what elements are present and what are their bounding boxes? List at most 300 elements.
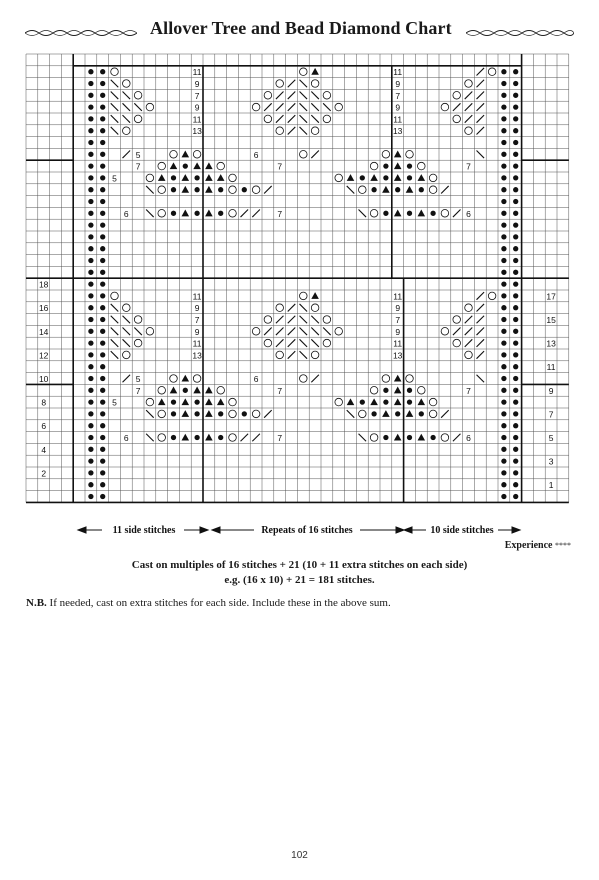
filled-dot-purl-icon <box>513 305 518 310</box>
left-slant-decrease-icon <box>359 434 367 442</box>
filled-dot-purl-icon <box>100 447 105 452</box>
right-slant-decrease-icon <box>241 434 249 442</box>
filled-dot-purl-icon <box>513 128 518 133</box>
filled-triangle-icon <box>311 292 319 299</box>
right-slant-decrease-icon <box>123 375 131 383</box>
filled-dot-purl-icon <box>513 187 518 192</box>
left-slant-decrease-icon <box>311 92 319 100</box>
right-slant-decrease-icon <box>288 127 296 135</box>
filled-triangle-icon <box>418 398 426 405</box>
filled-dot-purl-icon <box>513 447 518 452</box>
filled-dot-purl-icon <box>395 187 400 192</box>
filled-dot-purl-icon <box>513 494 518 499</box>
open-circle-yo-icon <box>252 410 260 418</box>
open-circle-yo-icon <box>123 127 131 135</box>
left-slant-decrease-icon <box>300 115 308 123</box>
open-circle-yo-icon <box>229 410 237 418</box>
filled-dot-purl-icon <box>218 411 223 416</box>
filled-dot-purl-icon <box>100 234 105 239</box>
filled-triangle-icon <box>182 434 190 441</box>
filled-triangle-icon <box>182 186 190 193</box>
filled-dot-purl-icon <box>88 211 93 216</box>
right-slant-decrease-icon <box>477 339 485 347</box>
open-circle-yo-icon <box>276 80 284 88</box>
right-slant-decrease-icon <box>441 186 449 194</box>
filled-dot-purl-icon <box>513 423 518 428</box>
filled-dot-purl-icon <box>501 423 506 428</box>
open-circle-yo-icon <box>134 339 142 347</box>
filled-triangle-icon <box>205 186 213 193</box>
filled-dot-purl-icon <box>430 435 435 440</box>
left-slant-decrease-icon <box>123 115 131 123</box>
filled-dot-purl-icon <box>371 411 376 416</box>
filled-triangle-icon <box>205 398 213 405</box>
left-slant-decrease-icon <box>111 304 119 312</box>
filled-dot-purl-icon <box>407 388 412 393</box>
open-circle-yo-icon <box>170 375 178 383</box>
filled-dot-purl-icon <box>501 187 506 192</box>
right-slant-decrease-icon <box>288 351 296 359</box>
right-slant-decrease-icon <box>288 304 296 312</box>
filled-dot-purl-icon <box>501 175 506 180</box>
open-circle-yo-icon <box>229 434 237 442</box>
open-circle-yo-icon <box>158 162 166 170</box>
open-circle-yo-icon <box>300 292 308 300</box>
right-slant-decrease-icon <box>276 316 284 324</box>
row-number-left: 18 <box>38 279 49 290</box>
filled-dot-purl-icon <box>513 140 518 145</box>
stitch-count-label: 9 <box>194 326 200 337</box>
filled-dot-purl-icon <box>501 364 506 369</box>
open-circle-yo-icon <box>370 162 378 170</box>
right-slant-decrease-icon <box>453 434 461 442</box>
filled-dot-purl-icon <box>501 458 506 463</box>
filled-dot-purl-icon <box>513 234 518 239</box>
stitch-count-label: 7 <box>277 161 283 172</box>
right-slant-decrease-icon <box>276 92 284 100</box>
open-circle-yo-icon <box>311 127 319 135</box>
left-slant-decrease-icon <box>111 127 119 135</box>
left-side-stitches-label: 11 side stitches <box>112 525 176 536</box>
stitch-count-label: 7 <box>135 161 141 172</box>
open-circle-yo-icon <box>323 92 331 100</box>
filled-dot-purl-icon <box>171 175 176 180</box>
open-circle-yo-icon <box>276 127 284 135</box>
right-slant-decrease-icon <box>288 92 296 100</box>
left-slant-decrease-icon <box>300 316 308 324</box>
filled-dot-purl-icon <box>194 211 199 216</box>
filled-dot-purl-icon <box>501 470 506 475</box>
row-number-right: 7 <box>548 409 554 420</box>
right-slant-decrease-icon <box>276 115 284 123</box>
filled-dot-purl-icon <box>383 435 388 440</box>
filled-dot-purl-icon <box>171 435 176 440</box>
open-circle-yo-icon <box>158 387 166 395</box>
open-circle-yo-icon <box>134 92 142 100</box>
right-slant-decrease-icon <box>264 186 272 194</box>
filled-dot-purl-icon <box>100 69 105 74</box>
filled-dot-purl-icon <box>501 152 506 157</box>
left-slant-decrease-icon <box>111 339 119 347</box>
filled-dot-purl-icon <box>88 93 93 98</box>
open-circle-yo-icon <box>429 186 437 194</box>
left-slant-decrease-icon <box>323 328 331 336</box>
filled-triangle-icon <box>370 398 378 405</box>
filled-dot-purl-icon <box>513 317 518 322</box>
stitch-count-label: 13 <box>392 126 403 137</box>
filled-dot-purl-icon <box>100 93 105 98</box>
stitch-count-label: 6 <box>253 374 259 385</box>
filled-dot-purl-icon <box>419 187 424 192</box>
open-circle-yo-icon <box>453 316 461 324</box>
filled-triangle-icon <box>158 174 166 181</box>
right-slant-decrease-icon <box>264 103 272 111</box>
filled-triangle-icon <box>370 174 378 181</box>
stitch-count-label: 7 <box>277 385 283 396</box>
right-slant-decrease-icon <box>288 328 296 336</box>
filled-dot-purl-icon <box>88 81 93 86</box>
knitting-chart <box>24 52 570 522</box>
filled-triangle-icon <box>406 410 414 417</box>
filled-triangle-icon <box>394 162 402 169</box>
open-circle-yo-icon <box>323 115 331 123</box>
filled-dot-purl-icon <box>395 411 400 416</box>
note <box>26 597 391 609</box>
right-slant-decrease-icon <box>477 127 485 135</box>
filled-triangle-icon <box>347 398 355 405</box>
filled-dot-purl-icon <box>513 435 518 440</box>
filled-dot-purl-icon <box>513 81 518 86</box>
left-slant-decrease-icon <box>311 103 319 111</box>
filled-dot-purl-icon <box>171 211 176 216</box>
filled-dot-purl-icon <box>100 104 105 109</box>
stitch-count-label: 6 <box>253 149 259 160</box>
filled-dot-purl-icon <box>501 329 506 334</box>
row-number-right: 11 <box>546 362 556 373</box>
filled-dot-purl-icon <box>88 128 93 133</box>
cast-on-line-2: e.g. (16 x 10) + 21 = 181 stitches. <box>224 574 375 586</box>
filled-dot-purl-icon <box>513 211 518 216</box>
filled-dot-purl-icon <box>88 69 93 74</box>
filled-dot-purl-icon <box>88 305 93 310</box>
left-slant-decrease-icon <box>111 316 119 324</box>
open-circle-yo-icon <box>429 398 437 406</box>
filled-dot-purl-icon <box>513 222 518 227</box>
filled-dot-purl-icon <box>501 293 506 298</box>
filled-dot-purl-icon <box>100 199 105 204</box>
left-slant-decrease-icon <box>134 103 142 111</box>
filled-triangle-icon <box>418 210 426 217</box>
open-circle-yo-icon <box>134 316 142 324</box>
repeat-stitches-label: Repeats of 16 stitches <box>261 525 353 536</box>
filled-dot-purl-icon <box>88 494 93 499</box>
open-circle-yo-icon <box>146 398 154 406</box>
filled-dot-purl-icon <box>513 376 518 381</box>
filled-dot-purl-icon <box>513 258 518 263</box>
filled-dot-purl-icon <box>513 458 518 463</box>
left-slant-decrease-icon <box>146 186 154 194</box>
filled-dot-purl-icon <box>100 222 105 227</box>
filled-dot-purl-icon <box>100 482 105 487</box>
left-slant-decrease-icon <box>123 103 131 111</box>
filled-dot-purl-icon <box>183 163 188 168</box>
open-circle-yo-icon <box>311 351 319 359</box>
filled-dot-purl-icon <box>100 423 105 428</box>
filled-dot-purl-icon <box>513 69 518 74</box>
filled-dot-purl-icon <box>501 317 506 322</box>
filled-dot-purl-icon <box>513 340 518 345</box>
note-prefix: N.B. <box>26 597 47 609</box>
left-slant-decrease-icon <box>300 103 308 111</box>
filled-triangle-icon <box>170 162 178 169</box>
open-circle-yo-icon <box>418 162 426 170</box>
left-slant-decrease-icon <box>111 92 119 100</box>
title-row <box>0 14 599 48</box>
filled-dot-purl-icon <box>194 187 199 192</box>
filled-triangle-icon <box>418 174 426 181</box>
right-slant-decrease-icon <box>477 80 485 88</box>
open-circle-yo-icon <box>335 174 343 182</box>
filled-triangle-icon <box>418 434 426 441</box>
filled-dot-purl-icon <box>100 140 105 145</box>
filled-triangle-icon <box>394 387 402 394</box>
experience-stars: **** <box>555 541 571 550</box>
stitch-count-label: 9 <box>395 79 401 90</box>
left-slant-decrease-icon <box>300 304 308 312</box>
filled-dot-purl-icon <box>88 293 93 298</box>
filled-dot-purl-icon <box>100 376 105 381</box>
left-slant-decrease-icon <box>111 115 119 123</box>
right-slant-decrease-icon <box>477 316 485 324</box>
right-slant-decrease-icon <box>453 103 461 111</box>
filled-dot-purl-icon <box>501 199 506 204</box>
filled-dot-purl-icon <box>100 317 105 322</box>
right-slant-decrease-icon <box>477 351 485 359</box>
filled-dot-purl-icon <box>100 470 105 475</box>
page-number: 102 <box>291 850 308 861</box>
open-circle-yo-icon <box>229 210 237 218</box>
open-circle-yo-icon <box>335 328 343 336</box>
filled-triangle-icon <box>311 68 319 75</box>
filled-dot-purl-icon <box>88 140 93 145</box>
right-side-stitches-label: 10 side stitches <box>430 525 494 536</box>
open-circle-yo-icon <box>335 103 343 111</box>
filled-dot-purl-icon <box>100 340 105 345</box>
right-slant-decrease-icon <box>123 151 131 159</box>
open-circle-yo-icon <box>264 316 272 324</box>
stitch-count-label: 13 <box>392 350 403 361</box>
filled-triangle-icon <box>394 398 402 405</box>
filled-dot-purl-icon <box>100 81 105 86</box>
right-slant-decrease-icon <box>264 328 272 336</box>
open-circle-yo-icon <box>111 292 119 300</box>
knitting-chart-grid <box>24 52 570 522</box>
filled-dot-purl-icon <box>88 435 93 440</box>
stitch-count-label: 5 <box>135 149 141 160</box>
open-circle-yo-icon <box>264 339 272 347</box>
filled-dot-purl-icon <box>100 116 105 121</box>
filled-dot-purl-icon <box>100 258 105 263</box>
open-circle-yo-icon <box>370 434 378 442</box>
row-number-right: 15 <box>546 315 556 326</box>
open-circle-yo-icon <box>229 186 237 194</box>
stitch-count-label: 11 <box>393 291 403 302</box>
filled-dot-purl-icon <box>383 399 388 404</box>
cast-on-line-1: Cast on multiples of 16 stitches + 21 (10 + 11 extra stitches on each side) <box>131 559 468 571</box>
filled-dot-purl-icon <box>383 211 388 216</box>
left-slant-decrease-icon <box>111 103 119 111</box>
filled-dot-purl-icon <box>88 329 93 334</box>
open-circle-yo-icon <box>193 151 201 159</box>
open-circle-yo-icon <box>406 375 414 383</box>
open-circle-yo-icon <box>146 328 154 336</box>
right-slant-decrease-icon <box>288 316 296 324</box>
filled-dot-purl-icon <box>88 423 93 428</box>
stitch-count-label: 7 <box>466 161 471 172</box>
left-slant-decrease-icon <box>300 351 308 359</box>
filled-dot-purl-icon <box>383 175 388 180</box>
filled-triangle-icon <box>394 375 402 382</box>
left-slant-decrease-icon <box>359 210 367 218</box>
open-circle-yo-icon <box>323 339 331 347</box>
row-number-left: 12 <box>38 350 49 361</box>
left-slant-decrease-icon <box>300 328 308 336</box>
filled-dot-purl-icon <box>100 128 105 133</box>
filled-triangle-icon <box>217 398 225 405</box>
filled-triangle-icon <box>193 162 201 169</box>
open-circle-yo-icon <box>229 174 237 182</box>
left-slant-decrease-icon <box>300 92 308 100</box>
open-circle-yo-icon <box>359 410 367 418</box>
open-circle-yo-icon <box>170 151 178 159</box>
stitch-count-label: 7 <box>194 90 200 101</box>
filled-dot-purl-icon <box>501 305 506 310</box>
filled-triangle-icon <box>182 174 190 181</box>
open-circle-yo-icon <box>429 410 437 418</box>
filled-dot-purl-icon <box>371 187 376 192</box>
open-circle-yo-icon <box>465 80 473 88</box>
filled-dot-purl-icon <box>513 470 518 475</box>
stitch-count-label: 13 <box>192 350 202 361</box>
row-number-right: 9 <box>548 385 554 396</box>
left-slant-decrease-icon <box>146 410 154 418</box>
filled-dot-purl-icon <box>218 435 223 440</box>
row-number-left: 6 <box>41 421 47 432</box>
left-slant-decrease-icon <box>347 410 355 418</box>
stitch-count-label: 5 <box>112 397 117 408</box>
stitch-range-labels <box>74 518 544 542</box>
filled-dot-purl-icon <box>218 211 223 216</box>
filled-dot-purl-icon <box>513 352 518 357</box>
experience-label: Experience <box>504 540 553 551</box>
row-number-right: 13 <box>546 338 556 349</box>
filled-dot-purl-icon <box>194 411 199 416</box>
open-circle-yo-icon <box>335 398 343 406</box>
open-circle-yo-icon <box>123 80 131 88</box>
right-slant-decrease-icon <box>288 80 296 88</box>
filled-dot-purl-icon <box>100 281 105 286</box>
filled-dot-purl-icon <box>513 399 518 404</box>
filled-dot-purl-icon <box>88 399 93 404</box>
filled-dot-purl-icon <box>100 187 105 192</box>
filled-dot-purl-icon <box>88 388 93 393</box>
open-circle-yo-icon <box>311 304 319 312</box>
filled-dot-purl-icon <box>100 352 105 357</box>
filled-triangle-icon <box>394 151 402 158</box>
open-circle-yo-icon <box>488 292 496 300</box>
filled-dot-purl-icon <box>88 317 93 322</box>
left-slant-decrease-icon <box>123 339 131 347</box>
filled-dot-purl-icon <box>100 270 105 275</box>
experience-rating <box>505 540 571 551</box>
filled-triangle-icon <box>182 398 190 405</box>
open-circle-yo-icon <box>382 375 390 383</box>
right-slant-decrease-icon <box>477 304 485 312</box>
open-circle-yo-icon <box>158 210 166 218</box>
right-slant-decrease-icon <box>477 68 485 76</box>
filled-triangle-icon <box>205 162 213 169</box>
filled-dot-purl-icon <box>501 234 506 239</box>
filled-dot-purl-icon <box>194 435 199 440</box>
note-text: If needed, cast on extra stitches for each side. Include these in the above sum. <box>49 597 391 609</box>
filled-dot-purl-icon <box>100 411 105 416</box>
right-slant-decrease-icon <box>264 410 272 418</box>
filled-dot-purl-icon <box>501 281 506 286</box>
stitch-count-label: 9 <box>395 303 401 314</box>
right-slant-decrease-icon <box>288 339 296 347</box>
left-slant-decrease-icon <box>300 127 308 135</box>
filled-dot-purl-icon <box>100 175 105 180</box>
open-circle-yo-icon <box>146 174 154 182</box>
filled-triangle-icon <box>205 410 213 417</box>
stitch-count-label: 7 <box>395 90 401 101</box>
filled-triangle-icon <box>205 210 213 217</box>
left-slant-decrease-icon <box>477 151 485 159</box>
filled-dot-purl-icon <box>88 234 93 239</box>
open-circle-yo-icon <box>370 387 378 395</box>
right-slant-decrease-icon <box>465 339 473 347</box>
filled-dot-purl-icon <box>88 116 93 121</box>
left-slant-decrease-icon <box>311 115 319 123</box>
filled-dot-purl-icon <box>171 399 176 404</box>
left-slant-decrease-icon <box>311 316 319 324</box>
row-number-right: 5 <box>548 433 554 444</box>
filled-dot-purl-icon <box>100 246 105 251</box>
filled-dot-purl-icon <box>501 69 506 74</box>
right-slant-decrease-icon <box>252 210 260 218</box>
left-slant-decrease-icon <box>123 92 131 100</box>
filled-dot-purl-icon <box>383 163 388 168</box>
filled-dot-purl-icon <box>88 447 93 452</box>
open-circle-yo-icon <box>311 80 319 88</box>
left-slant-decrease-icon <box>134 328 142 336</box>
filled-dot-purl-icon <box>100 293 105 298</box>
stitch-count-label: 11 <box>192 67 202 78</box>
open-circle-yo-icon <box>441 328 449 336</box>
right-slant-decrease-icon <box>276 103 284 111</box>
filled-dot-purl-icon <box>501 411 506 416</box>
filled-dot-purl-icon <box>88 281 93 286</box>
stitch-count-label: 13 <box>192 126 202 137</box>
left-slant-decrease-icon <box>300 80 308 88</box>
left-slant-decrease-icon <box>146 210 154 218</box>
stitch-count-label: 6 <box>466 208 471 219</box>
open-circle-yo-icon <box>217 387 225 395</box>
filled-dot-purl-icon <box>501 340 506 345</box>
filled-dot-purl-icon <box>501 494 506 499</box>
left-slant-decrease-icon <box>146 434 154 442</box>
filled-dot-purl-icon <box>171 411 176 416</box>
